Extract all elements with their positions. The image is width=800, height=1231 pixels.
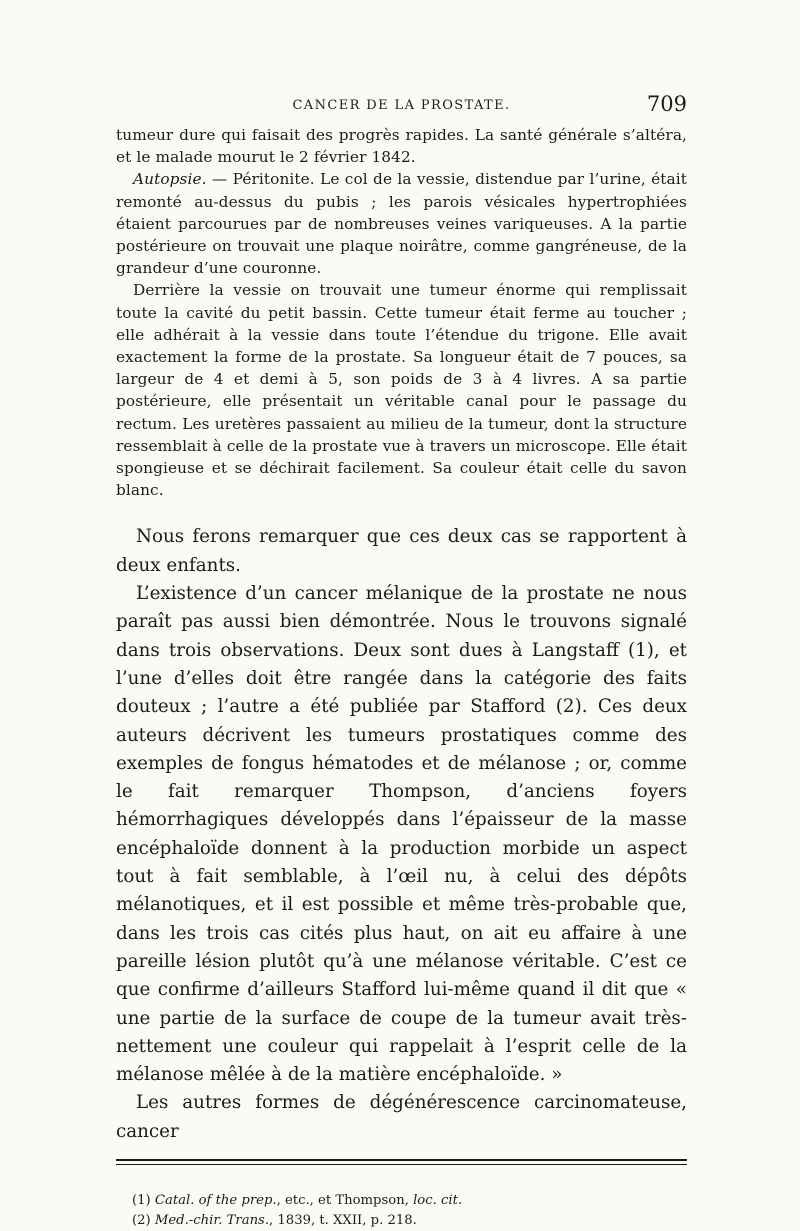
book-page — [116, 92, 687, 1231]
footnote-2-title: Med.-chir. Trans. — [154, 1212, 270, 1228]
page-header — [116, 92, 687, 118]
footnote-1-text: , etc., et Thompson, — [276, 1192, 414, 1208]
footnote-2-text: , 1839, t. XXII, p. 218. — [269, 1212, 417, 1228]
running-head: CANCER DE LA PROSTATE. — [292, 98, 511, 113]
footnote-2-number: (2) — [132, 1212, 155, 1228]
case-paragraph-3: Derrière la vessie on trouvait une tumeur énorme qui remplissait toute la cavité du petit bassin. Cette tumeur était ferme au toucher ; elle adhérait à la vessie dans toute l’étendue du trigone. Elle avait exactement la forme de la prostate. Sa longueur était de 7 pouces, sa largeur de 4 et demi à 5, son poids de 3 à 4 livres. A sa partie postérieure, elle présentait un véritable canal pour le passage du rectum. Les uretères passaient au milieu de la tumeur, dont la structure ressemblait à celle de la prostate vue à travers un microscope. Elle était spongieuse et se déchirait facilement. Sa couleur était celle du savon blanc. — [116, 281, 687, 500]
footnotes — [116, 1191, 687, 1231]
main-paragraph-1: Nous ferons remarquer que ces deux cas se rapportent à deux enfants. — [116, 526, 687, 576]
case-paragraph-1: tumeur dure qui faisait des progrès rapides. La santé générale s’altéra, et le malade mourut le 2 février 1842. — [116, 126, 687, 167]
footnote-1-title: Catal. of the prep. — [154, 1192, 277, 1208]
case-paragraph-autopsy — [116, 168, 687, 279]
footnote-1-number: (1) — [132, 1192, 155, 1208]
footnote-rule-thin — [116, 1164, 687, 1165]
autopsy-text: — Péritonite. Le col de la vessie, distendue par l’urine, était remonté au-dessus du pubis ; les parois vésicales hypertrophiées étaient parcourues par de nombreuses veines variqueuses. A la partie postérieure on trouvait une plaque noirâtre, comme gangréneuse, de la grandeur d’une couronne. — [116, 170, 687, 278]
footnote-2 — [116, 1211, 687, 1231]
footnote-rule — [116, 1159, 687, 1161]
page-number: 709 — [646, 92, 687, 116]
autopsy-label: Autopsie. — [133, 170, 207, 189]
main-paragraph-3: Les autres formes de dégénérescence carcinomateuse, cancer — [116, 1092, 687, 1142]
footnote-1 — [116, 1191, 687, 1211]
footnote-1-loc: loc. cit. — [413, 1192, 463, 1208]
case-report-section — [116, 124, 687, 501]
main-text-section — [116, 523, 687, 1146]
main-paragraph-2: L’existence d’un cancer mélanique de la prostate ne nous paraît pas aussi bien démontrée. Nous le trouvons signalé dans trois observations. Deux sont dues à Langstaff (1), et l’une d’elles doit être rangée dans la catégorie des faits douteux ; l’autre a été publiée par Stafford (2). Ces deux auteurs décrivent les tumeurs prostatiques comme des exemples de fongus hématodes et de mélanose ; or, comme le fait remarquer Thompson, d’anciens foyers hémorrhagiques développés dans l’épaisseur de la masse encéphaloïde donnent à la production morbide un aspect tout à fait semblable, à l’œil nu, à celui des dépôts mélanotiques, et il est possible et même très-probable que, dans les trois cas cités plus haut, on ait eu affaire à une pareille lésion plutôt qu’à une mélanose véritable. C’est ce que confirme d’ailleurs Stafford lui-même quand il dit que « une partie de la surface de coupe de la tumeur avait très-nettement une couleur qui rappelait à l’esprit celle de la mélanose mêlée à de la matière encéphaloïde. » — [116, 583, 687, 1086]
